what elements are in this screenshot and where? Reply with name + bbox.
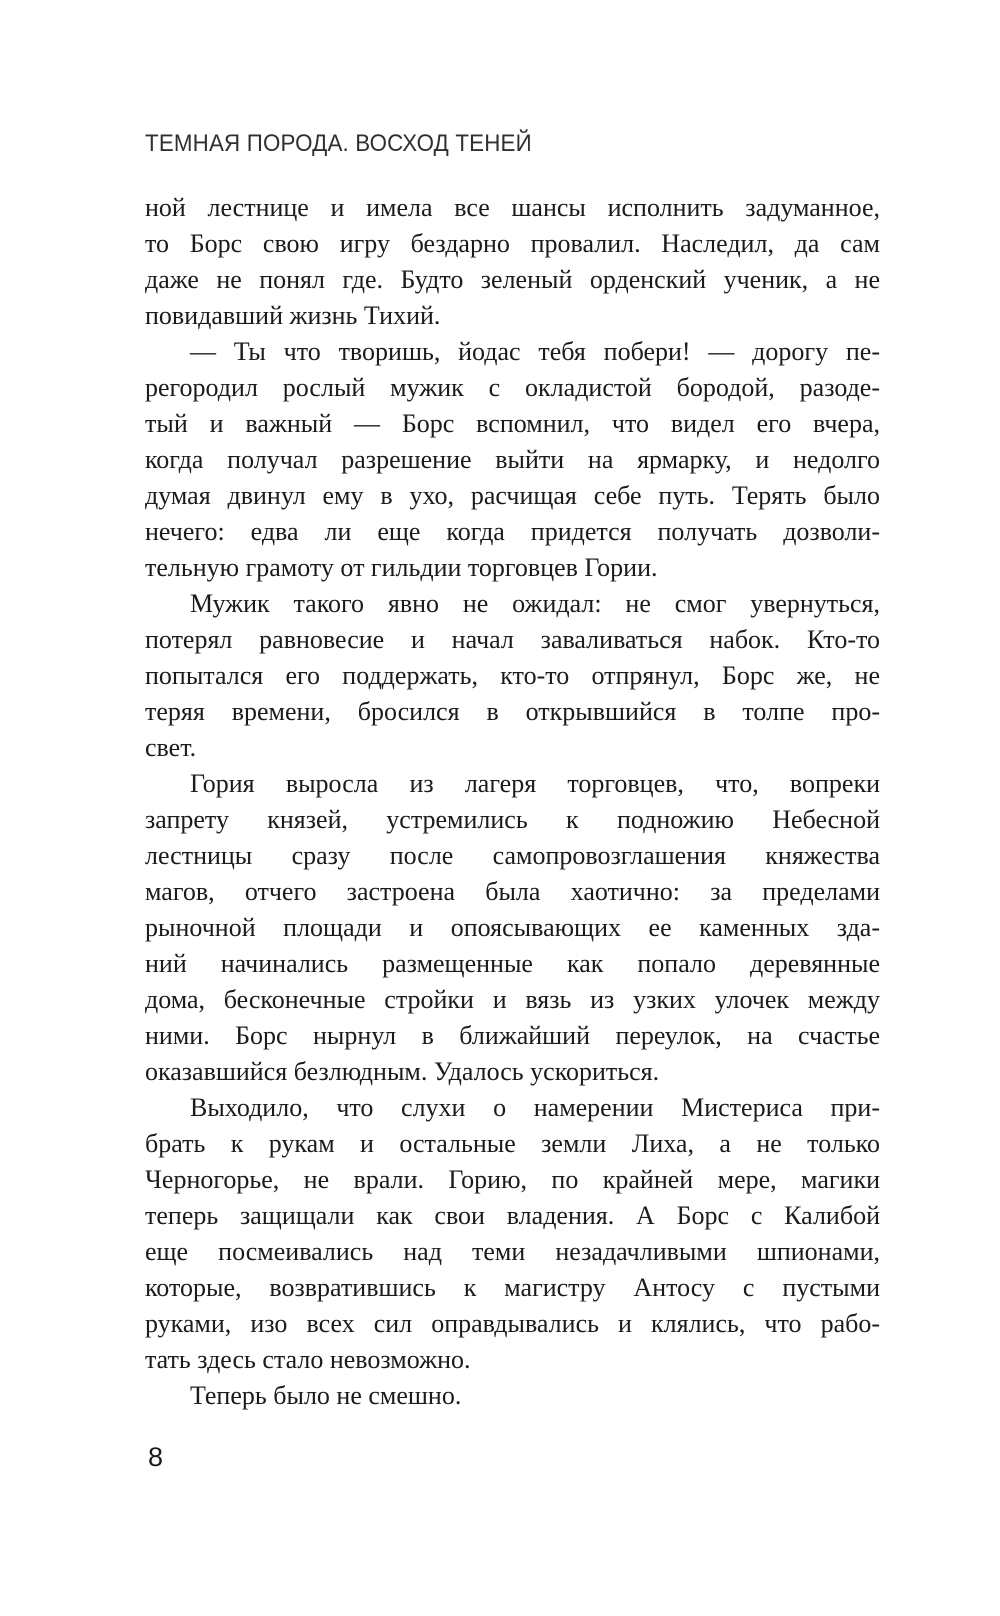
text-line: регородил рослый мужик с окладистой бородой, разоде- (145, 373, 880, 402)
paragraph (145, 190, 880, 334)
running-title: ТЕМНАЯ ПОРОДА. ВОСХОД ТЕНЕЙ (145, 130, 532, 157)
text-line: потерял равновесие и начал заваливаться набок. Кто-то (145, 625, 880, 654)
paragraph (145, 334, 880, 586)
text-line: дома, бесконечные стройки и вязь из узких улочек между (145, 985, 880, 1014)
text-line: свет. (145, 733, 197, 762)
text-line: тать здесь стало невозможно. (145, 1345, 471, 1374)
text-line: запрету князей, устремились к подножию Небесной (145, 805, 880, 834)
text-line: теряя времени, бросился в открывшийся в толпе про- (145, 697, 880, 726)
text-line: — Ты что творишь, йодас тебя побери! — дорогу пе- (190, 337, 880, 366)
text-line: рыночной площади и опоясывающих ее каменных зда- (145, 913, 880, 942)
text-line: Теперь было не смешно. (190, 1381, 462, 1410)
paragraph (145, 1378, 880, 1414)
text-line: лестницы сразу после самопровозглашения княжества (145, 841, 880, 870)
text-line: Черногорье, не врали. Горию, по крайней мере, магики (145, 1165, 880, 1194)
text-line: тельную грамоту от гильдии торговцев Гории. (145, 553, 658, 582)
text-line: ной лестнице и имела все шансы исполнить задуманное, (145, 193, 880, 222)
text-line: ний начинались размещенные как попало деревянные (145, 949, 880, 978)
text-line: Мужик такого явно не ожидал: не смог увернуться, (190, 589, 880, 618)
page-number: 8 (148, 1442, 164, 1472)
text-line: когда получал разрешение выйти на ярмарку, и недолго (145, 445, 880, 474)
paragraph (145, 766, 880, 1090)
text-line: руками, изо всех сил оправдывались и клялись, что рабо- (145, 1309, 880, 1338)
text-line: оказавшийся безлюдным. Удалось ускориться. (145, 1057, 660, 1086)
text-line: попытался его поддержать, кто-то отпрянул, Борс же, не (145, 661, 880, 690)
text-line: теперь защищали как свои владения. А Борс с Калибой (145, 1201, 880, 1230)
text-line: даже не понял где. Будто зеленый орденский ученик, а не (145, 265, 880, 294)
paragraph (145, 1090, 880, 1378)
text-line: нечего: едва ли еще когда придется получать дозволи- (145, 517, 880, 546)
text-line: которые, возвратившись к магистру Антосу с пустыми (145, 1273, 880, 1302)
text-line: брать к рукам и остальные земли Лиха, а не только (145, 1129, 880, 1158)
paragraph (145, 586, 880, 766)
text-line: то Борс свою игру бездарно провалил. Наследил, да сам (145, 229, 880, 258)
text-line: Выходило, что слухи о намерении Мистериса при- (190, 1093, 880, 1122)
body-text (145, 190, 880, 1414)
text-line: повидавший жизнь Тихий. (145, 301, 441, 330)
text-line: еще посмеивались над теми незадачливыми шпионами, (145, 1237, 880, 1266)
text-line: Гория выросла из лагеря торговцев, что, вопреки (190, 769, 880, 798)
text-line: магов, отчего застроена была хаотично: за пределами (145, 877, 880, 906)
text-line: думая двинул ему в ухо, расчищая себе путь. Терять было (145, 481, 880, 510)
text-line: ними. Борс нырнул в ближайший переулок, на счастье (145, 1021, 880, 1050)
text-line: тый и важный — Борс вспомнил, что видел его вчера, (145, 409, 880, 438)
